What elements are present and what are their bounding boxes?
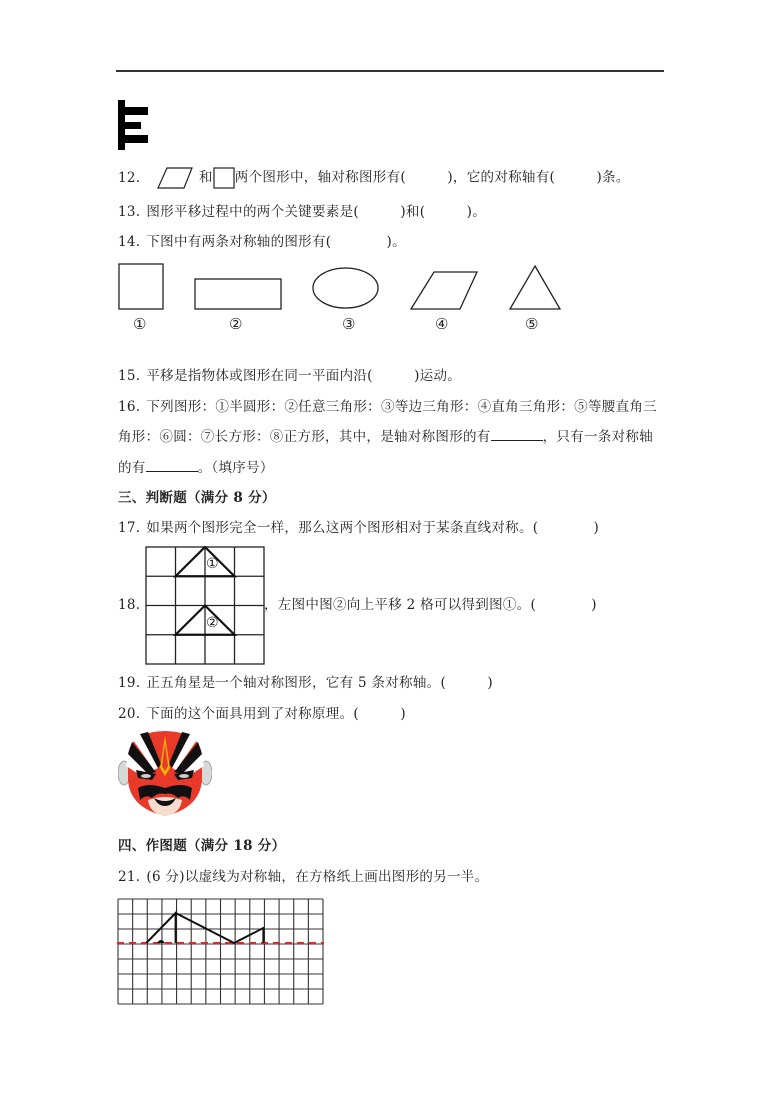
answer-blank-2[interactable] [146,459,198,472]
triangle-2-label: ② [206,615,219,631]
question-text: (6 分)以虚线为对称轴，在方格纸上画出图形的另一半。 [146,869,489,885]
question-number: 21. [118,869,141,885]
question-text-line2a: 角形：⑥圆：⑦长方形：⑧正方形，其中，是轴对称图形的有 [118,429,491,445]
shape-label-2: ② [229,315,243,333]
shape-label-1: ① [133,315,147,333]
header-rule [116,70,664,72]
section-4-title: 四、作图题（满分 18 分） [118,838,286,854]
question-text-line2b: ，只有一条对称轴 [542,429,654,445]
question-text: 正五角星是一个轴对称图形，它有 5 条对称轴。( ) [146,675,493,691]
question-number: 16. [118,399,141,415]
opera-mask-image [118,728,212,818]
question-16 [118,398,657,416]
shape-ellipse [313,268,378,308]
q14-shapes [116,262,566,312]
question-text-line1: 下列图形：①半圆形：②任意三角形：③等边三角形：④直角三角形：⑤等腰直角三 [146,399,657,415]
question-18-number: 18. [118,597,141,613]
question-number: 19. [118,675,141,691]
square-shape [213,167,235,189]
question-text-line3a: 的有 [118,460,146,476]
axis-marker [157,940,165,943]
question-12 [118,167,630,189]
q21-grid[interactable] [117,898,325,1006]
answer-blank-1[interactable] [491,428,543,441]
question-20 [118,705,406,723]
question-text: 两个图形中，轴对称图形有( )，它的对称轴有( )条。 [234,169,630,186]
question-number: 12. [118,169,141,186]
shape-label-3: ③ [342,315,356,333]
question-number: 15. [118,368,141,384]
shape-square [119,264,163,309]
question-15 [118,367,461,385]
question-text-line3b: 。（填序号） [197,460,274,476]
question-16-line3 [118,459,274,477]
question-text: 下图中有两条对称轴的图形有( )。 [146,234,406,250]
shape-label-5: ⑤ [525,315,539,333]
question-19 [118,674,493,692]
question-number: 13. [118,204,141,220]
shape-label-4: ④ [435,315,449,333]
question-21 [118,868,488,886]
and-text: 和 [198,169,213,186]
question-14 [118,233,406,251]
shape-rectangle [195,279,281,309]
question-text: 下面的这个面具用到了对称原理。( ) [146,706,406,722]
question-18-text: ，左图中图②向上平移 2 格可以得到图①。( ) [264,597,597,613]
question-number: 20. [118,706,141,722]
question-text: 如果两个图形完全一样，那么这两个图形相对于某条直线对称。( ) [146,520,600,536]
question-17 [118,519,599,537]
question-13 [118,203,486,221]
half-figure [146,913,175,943]
question-text: 图形平移过程中的两个关键要素是( )和( )。 [146,204,487,220]
question-16-line2 [118,428,653,446]
question-text: 平移是指物体或图形在同一平面内沿( )运动。 [146,368,462,384]
section-3-title: 三、判断题（满分 8 分） [118,490,276,506]
logo-e-icon [118,100,150,150]
question-number: 14. [118,234,141,250]
question-number: 17. [118,520,141,536]
parallelogram-shape [157,167,193,189]
shape-triangle [510,266,560,309]
shape-parallelogram [411,272,477,309]
triangle-1-label: ① [206,556,219,572]
